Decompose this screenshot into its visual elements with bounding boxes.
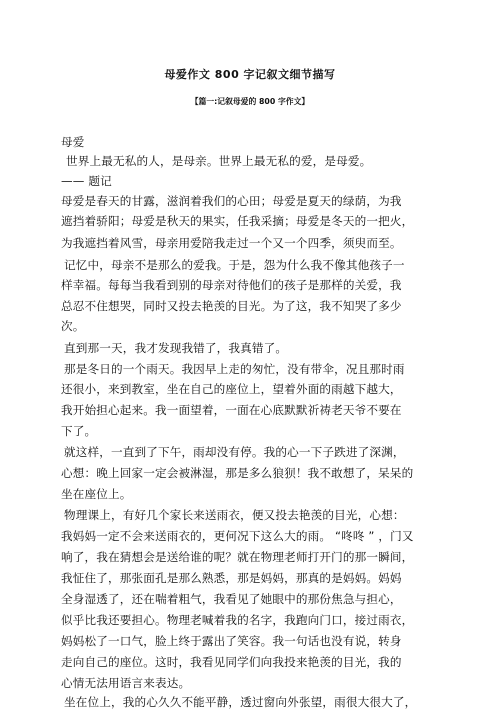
text-line: 我开始担心起来。我一面望着，一面在心底默默祈祷老天爷不要在 <box>61 403 402 417</box>
text-line: 走向自己的座位。这时，我看见同学们向我投来艳羡的目光，我的 <box>61 655 402 669</box>
text-line: 心情无法用语言来表达。 <box>61 676 191 690</box>
text-line: 还很小，来到教室，坐在自己的座位上，望着外面的雨越下越大， <box>61 382 402 396</box>
text-line: 响了，我在猜想会是送给谁的呢？就在物理老师打开门的那一瞬间， <box>61 550 414 564</box>
text-line: 母爱 <box>61 135 85 149</box>
text-line: 遮挡着骄阳；母爱是秋天的果实，任我采摘；母爱是冬天的一把火， <box>61 214 414 228</box>
text-line: 似乎比我还要担心。物理老喊着我的名字，我跑向门口，接过雨衣， <box>61 613 414 627</box>
text-line: 坐在座位上。 <box>61 487 132 501</box>
text-line: 总忍不住想哭，同时又投去艳羡的目光。为了这，我不知哭了多少 <box>61 299 402 313</box>
text-line: —— 题记 <box>61 174 112 188</box>
text-line: 就这样，一直到了下午，雨却没有停。我的心一下子跌进了深渊， <box>64 445 405 459</box>
text-line: 我怔住了，那张面孔是那么熟悉，那是妈妈，那真的是妈妈。妈妈 <box>61 571 402 585</box>
text-line: 为我遮挡着风雪，母亲用爱陪我走过一个又一个四季，须臾而至。 <box>61 236 402 250</box>
text-line: 我妈妈一定不会来送雨衣的，更何况下这么大的雨。 “咚咚 ” ，门又 <box>61 529 414 543</box>
text-line: 那是冬日的一个雨天。我因早上走的匆忙，没有带伞，况且那时雨 <box>64 362 405 376</box>
text-line: 妈妈松了一口气，脸上终于露出了笑容。我一句话也没有说，转身 <box>61 634 402 648</box>
text-line: 世界上最无私的人，是母亲。世界上最无私的爱，是母爱。 <box>66 154 372 168</box>
document-subtitle: 【篇一:记叙母爱的 800 字作文】 <box>190 97 310 106</box>
text-line: 记忆中，母亲不是那么的爱我。于是，怨为什么我不像其他孩子一 <box>64 258 405 272</box>
text-line: 物理课上，有好几个家长来送雨衣，便又投去艳羡的目光，心想： <box>64 508 405 522</box>
text-line: 直到那一天，我才发现我错了，我真错了。 <box>64 341 288 355</box>
text-line: 母爱是春天的甘露，滋润着我们的心田；母爱是夏天的绿荫，为我 <box>61 194 402 208</box>
text-line: 次。 <box>61 319 85 333</box>
text-line: 全身湿透了，还在喘着粗气，我看见了她眼中的那份焦急与担心， <box>61 592 402 606</box>
text-line: 坐在位上，我的心久久不能平静，透过窗向外张望，雨很大很大了， <box>64 695 417 709</box>
text-line: 下了。 <box>61 424 97 438</box>
document-title: 母爱作文 800 字记叙文细节描写 <box>164 68 336 81</box>
text-line: 心想：晚上回家一定会被淋湿，那是多么狼狈！我不敢想了，呆呆的 <box>61 466 414 480</box>
text-line: 样幸福。每每当我看到别的母亲对待他们的孩子是那样的关爱，我 <box>61 278 402 292</box>
